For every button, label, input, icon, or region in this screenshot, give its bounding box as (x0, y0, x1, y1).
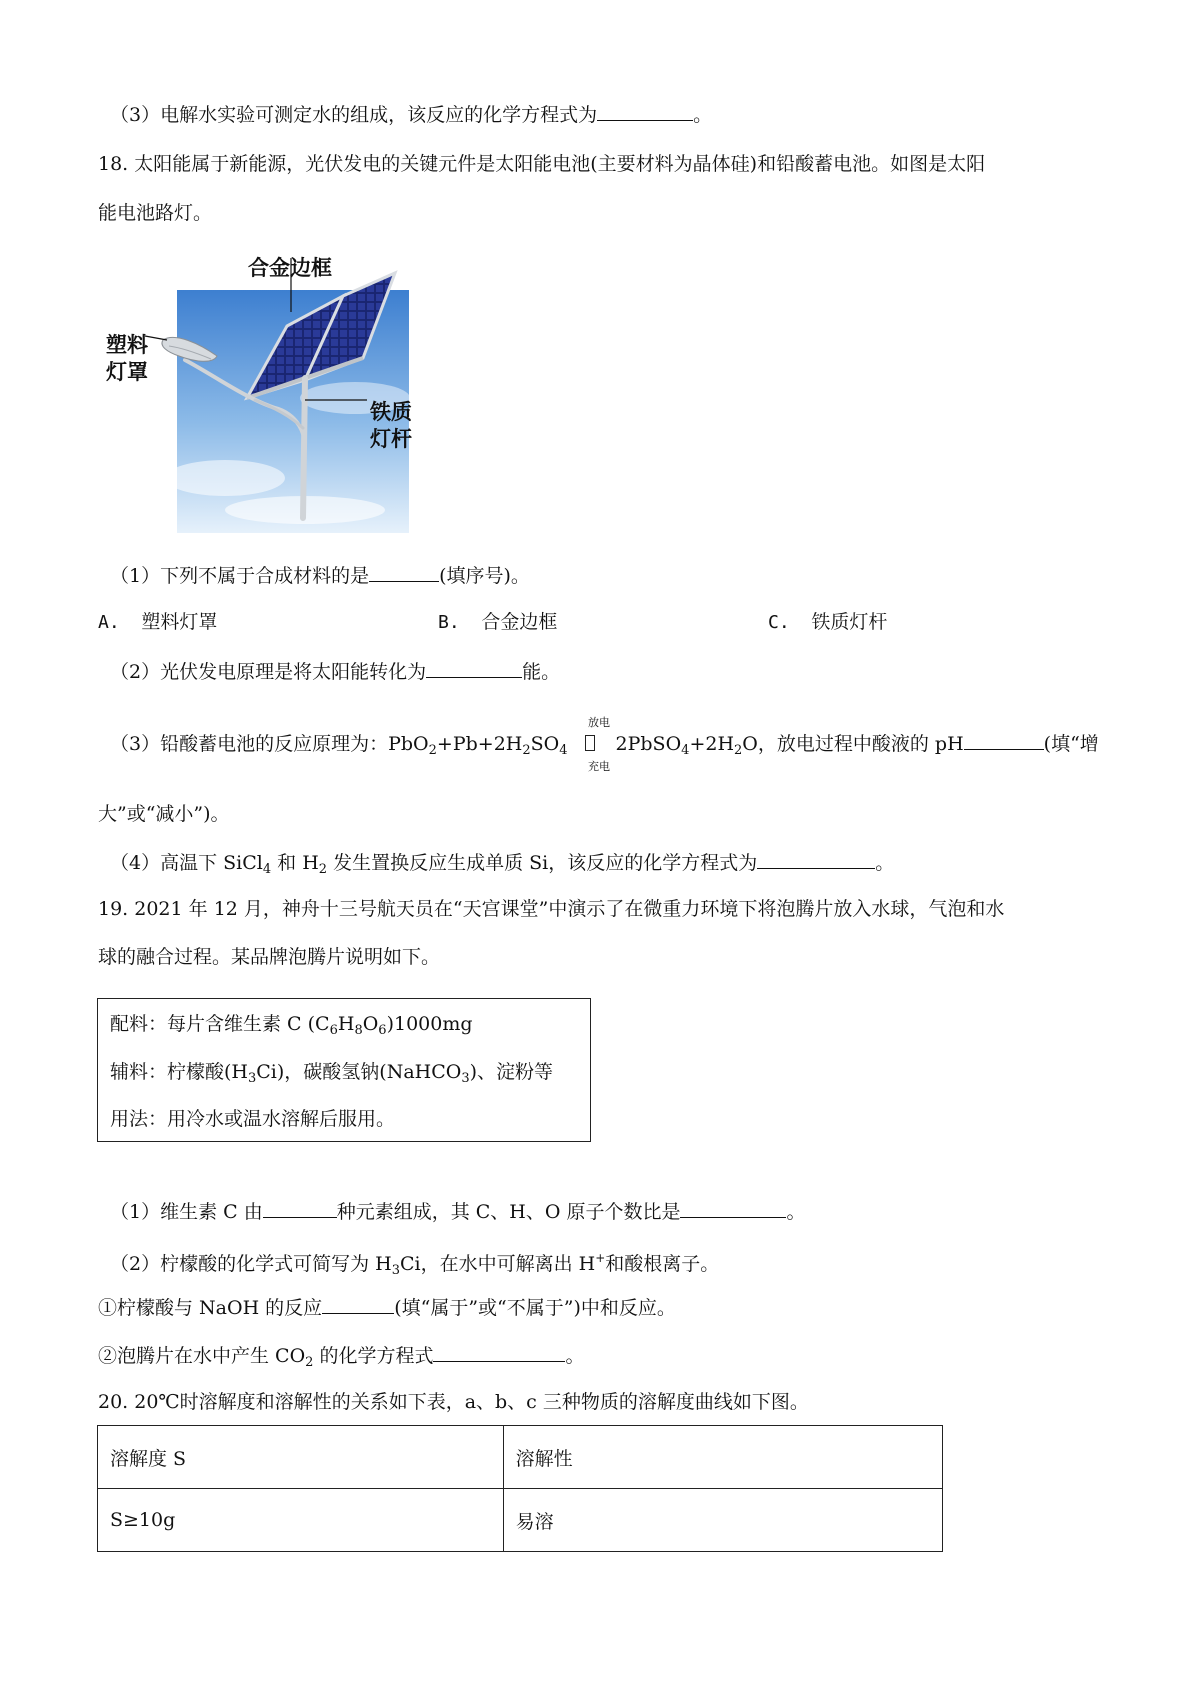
answer-blank[interactable] (964, 729, 1044, 750)
table-cell: 易溶 (503, 1489, 942, 1552)
q18-stem-line2: 能电池路灯。 (98, 202, 213, 224)
reversible-reaction-arrow (576, 714, 622, 774)
q19-sub2-suffix: 。 (565, 1345, 585, 1367)
q20-stem: 20. 20℃时溶解度和溶解性的关系如下表，a、b、c 三种物质的溶解度曲线如下图。 (98, 1391, 809, 1413)
q18-part4 (110, 848, 894, 883)
q18-part1-suffix: (填序号)。 (439, 565, 530, 587)
q18-part1 (110, 561, 530, 589)
q18-part4-mid1: 和 H (271, 852, 319, 874)
answer-blank[interactable] (757, 848, 875, 869)
answer-blank[interactable] (263, 1197, 337, 1218)
q19-sub1-text: ①柠檬酸与 NaOH 的反应 (98, 1297, 323, 1319)
box-text: Ci)，碳酸氢钠(NaHCO (256, 1061, 462, 1083)
q19-stem-line2: 球的融合过程。某品牌泡腾片说明如下。 (98, 946, 441, 968)
solar-street-lamp-figure (105, 248, 475, 533)
q19-part1-suffix: 。 (786, 1201, 806, 1223)
q18-part2 (110, 657, 560, 685)
q19-sub2-mid: 的化学方程式 (313, 1345, 434, 1367)
answer-blank[interactable] (597, 100, 693, 121)
figure-label-plastic-shade (106, 332, 148, 386)
eq-term: O (742, 733, 758, 755)
box-text: H (337, 1013, 355, 1035)
q19-part2-suffix: 和酸根离子。 (605, 1253, 720, 1275)
option-a (98, 609, 217, 636)
ingredients-line (110, 1011, 473, 1044)
q18-stem-line1: 18. 太阳能属于新能源，光伏发电的关键元件是太阳能电池(主要材料为晶体硅)和铅酸蓄电池。如图是太阳 (98, 153, 986, 175)
q17-part3-text: （3）电解水实验可测定水的组成，该反应的化学方程式为 (110, 104, 598, 126)
eq-term: +Pb+2H (436, 733, 523, 755)
box-text: )1000mg (386, 1013, 473, 1035)
figure-label-iron-pole (370, 399, 412, 453)
table-header-cell: 溶解度 S (98, 1426, 504, 1489)
option-c (768, 609, 887, 636)
excipients-line (110, 1059, 553, 1092)
q19-part1 (110, 1197, 806, 1225)
option-c-label: C. (768, 612, 790, 633)
q17-part3-suffix: 。 (693, 104, 713, 126)
figure-label-shade-line1: 塑料 (106, 333, 148, 357)
eq-term: 2PbSO (615, 733, 682, 755)
eq-term: SO (530, 733, 560, 755)
product-info-box (97, 998, 591, 1142)
q18-part4-mid2: 发生置换反应生成单质 Si，该反应的化学方程式为 (327, 852, 758, 874)
q19-part2-mid: Ci，在水中可解离出 H (399, 1253, 596, 1275)
option-b-label: B. (438, 612, 460, 633)
answer-blank[interactable] (680, 1197, 786, 1218)
q18-part2-text: （2）光伏发电原理是将太阳能转化为 (110, 661, 427, 683)
q19-sub2 (98, 1341, 585, 1376)
option-c-text: 铁质灯杆 (811, 611, 888, 633)
option-b-text: 合金边框 (481, 611, 558, 633)
eq-sub: 2 (428, 743, 437, 758)
q18-part2-suffix: 能。 (522, 661, 561, 683)
answer-blank[interactable] (433, 1341, 565, 1362)
answer-blank[interactable] (322, 1293, 394, 1314)
table-cell: S≥10g (98, 1489, 504, 1552)
arrow-label-discharge: 放电 (588, 716, 610, 729)
figure-label-pole-line2: 灯杆 (370, 427, 412, 451)
usage-line: 用法：用冷水或温水溶解后服用。 (110, 1108, 396, 1130)
box-text: O (362, 1013, 379, 1035)
equation-right (615, 733, 758, 758)
table-header-cell: 溶解性 (503, 1426, 942, 1489)
q19-sub1-suffix: (填“属于”或“不属于”)中和反应。 (394, 1297, 676, 1319)
figure-label-alloy-frame: 合金边框 (248, 256, 332, 280)
eq-sup: + (595, 1251, 606, 1265)
box-text: 辅料：柠檬酸(H (110, 1061, 248, 1083)
figure-label-pole-line1: 铁质 (370, 400, 412, 424)
option-a-text: 塑料灯罩 (141, 611, 218, 633)
box-text: )、淀粉等 (469, 1061, 554, 1083)
missing-glyph-icon (585, 735, 595, 751)
eq-sub: 3 (391, 1263, 400, 1278)
eq-sub: 3 (461, 1071, 470, 1086)
table-header-row (98, 1426, 943, 1489)
q19-part2 (110, 1245, 719, 1284)
eq-term: PbO (388, 733, 429, 755)
eq-sub: 2 (305, 1355, 314, 1370)
q19-part1-mid: 种元素组成，其 C、H、O 原子个数比是 (336, 1201, 681, 1223)
q18-part1-text: （1）下列不属于合成材料的是 (110, 565, 370, 587)
eq-sub: 8 (354, 1023, 363, 1038)
box-text: 配料：每片含维生素 C (C (110, 1013, 330, 1035)
option-b (438, 609, 557, 636)
q19-sub1 (98, 1293, 676, 1321)
figure-label-shade-line2: 灯罩 (106, 360, 148, 384)
q17-part3 (110, 100, 712, 128)
eq-term: +2H (689, 733, 735, 755)
q18-part4-text: （4）高温下 SiCl (110, 852, 263, 874)
arrow-label-charge: 充电 (588, 760, 610, 773)
eq-sub: 4 (681, 743, 690, 758)
q19-part2-text: （2）柠檬酸的化学式可简写为 H (110, 1253, 392, 1275)
q18-part3-mid: ，放电过程中酸液的 pH (757, 733, 964, 755)
solubility-table (97, 1425, 943, 1552)
q18-part4-suffix: 。 (875, 852, 895, 874)
equation-left (388, 733, 568, 758)
answer-blank[interactable] (369, 561, 439, 582)
eq-sub: 2 (522, 743, 531, 758)
answer-blank[interactable] (426, 657, 522, 678)
q19-stem-line1: 19. 2021 年 12 月，神舟十三号航天员在“天宫课堂”中演示了在微重力环境下将泡腾片放入水球，气泡和水 (98, 898, 1005, 920)
q18-part3-line2: 大”或“减小”)。 (98, 803, 230, 825)
eq-sub: 4 (262, 862, 272, 877)
eq-sub: 3 (247, 1071, 257, 1086)
q18-part3-text: （3）铅酸蓄电池的反应原理为： (110, 733, 389, 755)
eq-sub: 2 (734, 743, 743, 758)
table-row (98, 1489, 943, 1552)
option-a-label: A. (98, 612, 120, 633)
eq-sub: 4 (559, 743, 568, 758)
q19-sub2-text: ②泡腾片在水中产生 CO (98, 1345, 306, 1367)
q18-part3-suffix: (填“增 (1043, 733, 1099, 755)
eq-sub: 6 (378, 1023, 387, 1038)
q19-part1-text: （1）维生素 C 由 (110, 1201, 263, 1223)
eq-sub: 2 (318, 862, 328, 877)
eq-sub: 6 (329, 1023, 338, 1038)
